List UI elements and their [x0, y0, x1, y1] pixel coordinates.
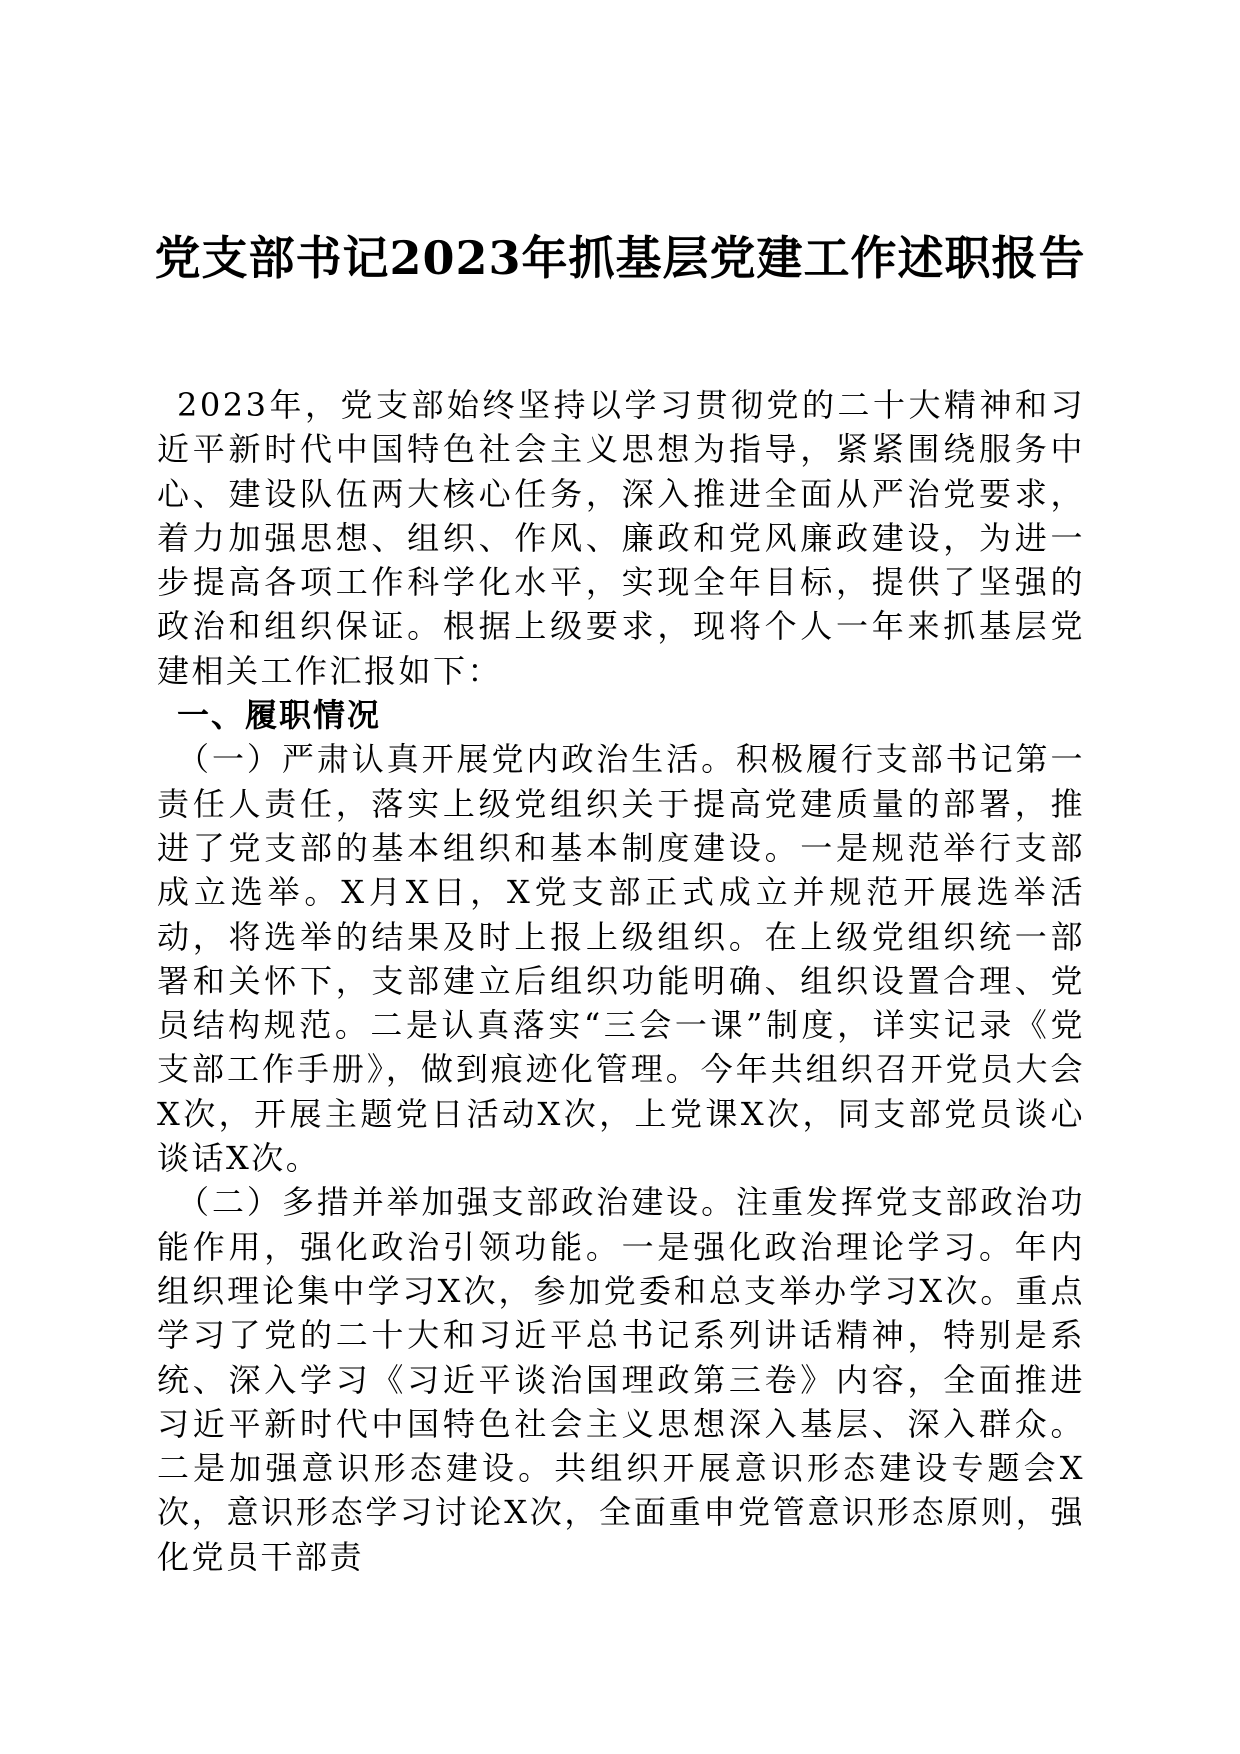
- body-paragraph: （二）多措并举加强支部政治建设。注重发挥党支部政治功能作用，强化政治引领功能。一是强化政治理论学习。年内组织理论集中学习X次，参加党委和总支举办学习X次。重点学习了党的二十大和习近平总书记系列讲话精神，特别是系统、深入学习《习近平谈治国理政第三卷》内容，全面推进习近平新时代中国特色社会主义思想深入基层、深入群众。二是加强意识形态建设。共组织开展意识形态建设专题会X次，意识形态学习讨论X次，全面重申党管意识形态原则，强化党员干部责: [157, 1183, 1085, 1576]
- intro-paragraph: 2023年，党支部始终坚持以学习贯彻党的二十大精神和习近平新时代中国特色社会主义思想为指导，紧紧围绕服务中心、建设队伍两大核心任务，深入推进全面从严治党要求，着力加强思想、组织、作风、廉政和党风廉政建设，为进一步提高各项工作科学化水平，实现全年目标，提供了坚强的政治和组织保证。根据上级要求，现将个人一年来抓基层党建相关工作汇报如下：: [157, 386, 1085, 690]
- section-heading: 一、履职情况: [177, 696, 382, 735]
- document-title: 党支部书记2023年抓基层党建工作述职报告: [154, 231, 1086, 285]
- body-paragraph: （一）严肃认真开展党内政治生活。积极履行支部书记第一责任人责任，落实上级党组织关于提高党建质量的部署，推进了党支部的基本组织和基本制度建设。一是规范举行支部成立选举。X月X日，X党支部正式成立并规范开展选举活动，将选举的结果及时上报上级组织。在上级党组织统一部署和关怀下，支部建立后组织功能明确、组织设置合理、党员结构规范。二是认真落实“三会一课”制度，详实记录《党支部工作手册》，做到痕迹化管理。今年共组织召开党员大会X次，开展主题党日活动X次，上党课X次，同支部党员谈心谈话X次。: [157, 740, 1085, 1178]
- document-body: [157, 383, 1085, 1579]
